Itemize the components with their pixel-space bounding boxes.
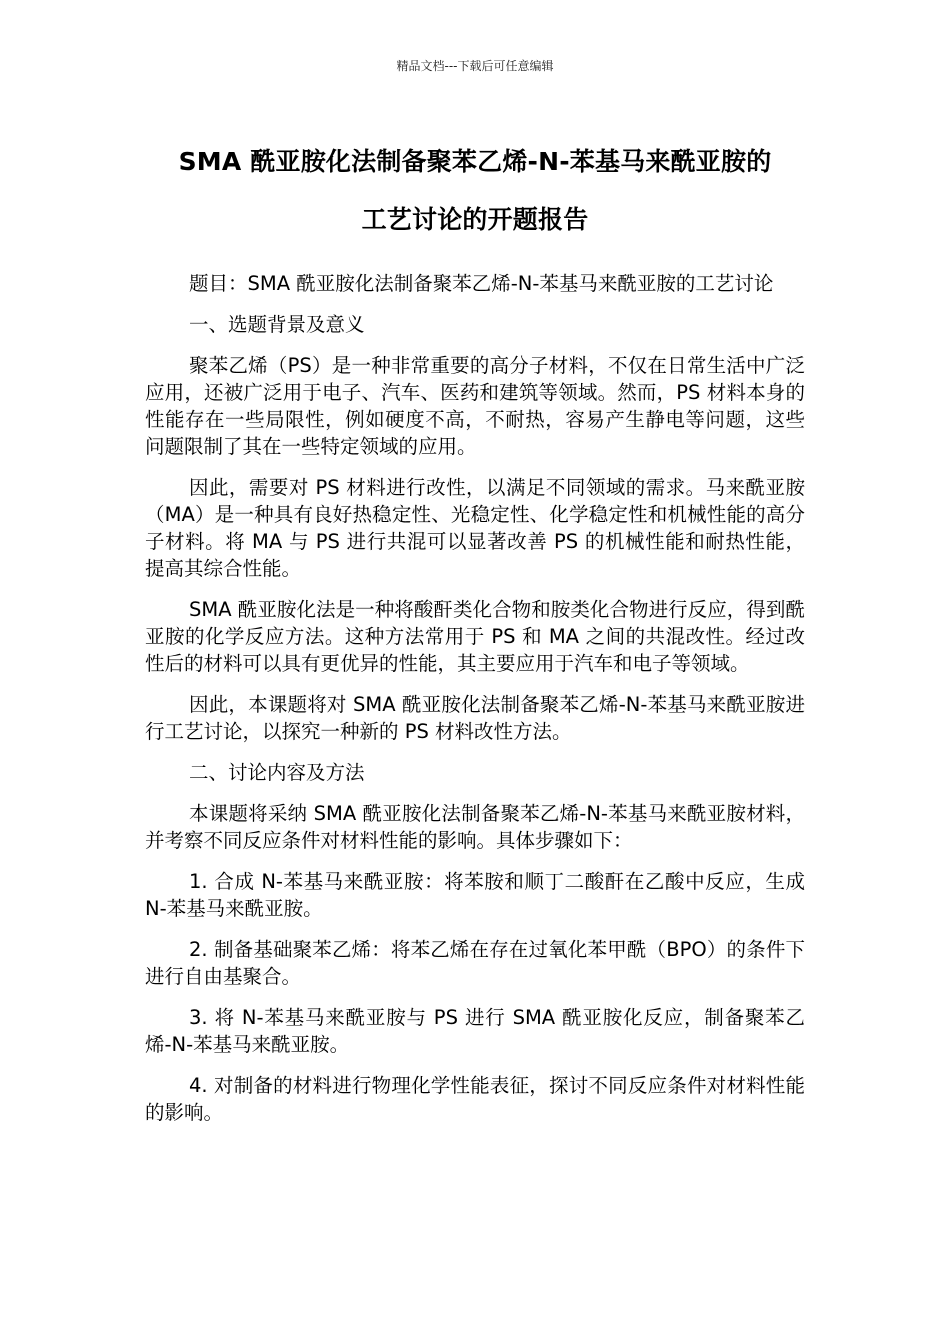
step-item: 1. 合成 N-苯基马来酰亚胺：将苯胺和顺丁二酸酐在乙酸中反应，生成 N-苯基马来酰亚胺。 bbox=[145, 870, 805, 920]
body-paragraph: SMA 酰亚胺化法是一种将酸酐类化合物和胺类化合物进行反应，得到酰亚胺的化学反应方法。这种方法常用于 PS 和 MA 之间的共混改性。经过改性后的材料可以具有更优异的性能，其主要应用于汽车和电子等领域。 bbox=[145, 598, 805, 675]
step-item: 4. 对制备的材料进行物理化学性能表征，探讨不同反应条件对材料性能的影响。 bbox=[145, 1074, 805, 1124]
header-note: 精品文档---下载后可任意编辑 bbox=[396, 59, 554, 73]
step-item: 3. 将 N-苯基马来酰亚胺与 PS 进行 SMA 酰亚胺化反应，制备聚苯乙烯-N-苯基马来酰亚胺。 bbox=[145, 1006, 805, 1056]
body-paragraph: 因此，本课题将对 SMA 酰亚胺化法制备聚苯乙烯-N-苯基马来酰亚胺进行工艺讨论，以探究一种新的 PS 材料改性方法。 bbox=[145, 693, 805, 743]
document-body bbox=[145, 270, 805, 1140]
section-heading-background: 一、选题背景及意义 bbox=[189, 313, 365, 336]
step-item: 2. 制备基础聚苯乙烯：将苯乙烯在存在过氧化苯甲酰（BPO）的条件下进行自由基聚合。 bbox=[145, 938, 805, 988]
body-paragraph: 本课题将采纳 SMA 酰亚胺化法制备聚苯乙烯-N-苯基马来酰亚胺材料，并考察不同反应条件对材料性能的影响。具体步骤如下： bbox=[145, 802, 805, 852]
document-title bbox=[120, 133, 830, 249]
section-heading-methods: 二、讨论内容及方法 bbox=[189, 761, 365, 784]
body-paragraph: 因此，需要对 PS 材料进行改性，以满足不同领域的需求。马来酰亚胺（MA）是一种具有良好热稳定性、光稳定性、化学稳定性和机械性能的高分子材料。将 MA 与 PS 进行共混可以显著改善 PS 的机械性能和耐热性能，提高其综合性能。 bbox=[145, 476, 805, 580]
title-line-2: 工艺讨论的开题报告 bbox=[361, 205, 589, 234]
topic-paragraph: 题目：SMA 酰亚胺化法制备聚苯乙烯-N-苯基马来酰亚胺的工艺讨论 bbox=[189, 272, 774, 295]
body-paragraph: 聚苯乙烯（PS）是一种非常重要的高分子材料，不仅在日常生活中广泛应用，还被广泛用于电子、汽车、医药和建筑等领域。然而，PS 材料本身的性能存在一些局限性，例如硬度不高，不耐热，容易产生静电等问题，这些问题限制了其在一些特定领域的应用。 bbox=[145, 354, 805, 458]
title-line-1: SMA 酰亚胺化法制备聚苯乙烯-N-苯基马来酰亚胺的 bbox=[178, 147, 772, 176]
